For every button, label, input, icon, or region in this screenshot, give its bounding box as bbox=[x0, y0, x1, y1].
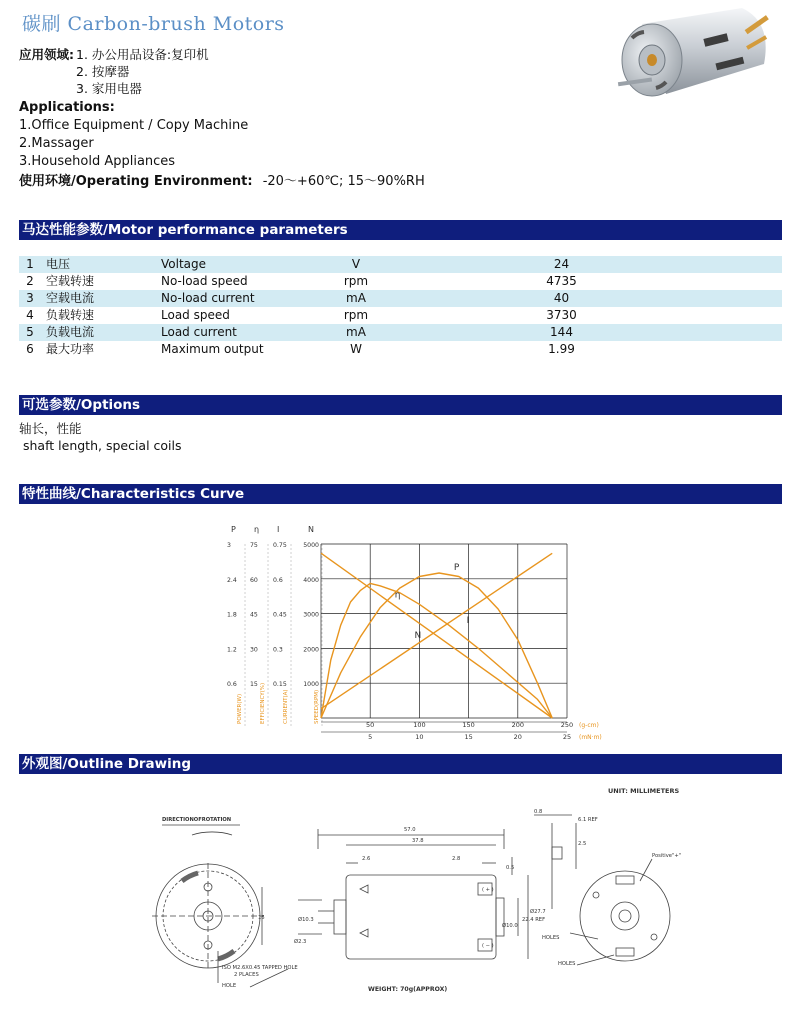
param-en: No-load current bbox=[161, 290, 311, 307]
dim-t3: 2.5 bbox=[578, 841, 587, 847]
axis-unit-label: EFFICIENCY(%) bbox=[260, 682, 266, 724]
param-no: 1 bbox=[19, 256, 41, 273]
tapped-hole-label: ISO M2.6X0.45 TAPPED HOLE bbox=[222, 965, 298, 971]
dim-ref: 22.4 REF bbox=[522, 917, 546, 923]
param-value: 3730 bbox=[546, 308, 577, 322]
axis-tick-label: 15 bbox=[250, 681, 258, 689]
dim-right-step: 2.8 bbox=[452, 856, 461, 862]
section-outline: 外观图/Outline Drawing bbox=[19, 754, 782, 774]
options-en: shaft length, special coils bbox=[23, 438, 182, 453]
axis-tick-label: 0.75 bbox=[273, 542, 287, 549]
param-unit: W bbox=[350, 342, 362, 356]
x-tick-label: 250 bbox=[560, 721, 574, 729]
axis-tick-label: 0.15 bbox=[273, 681, 287, 689]
param-en: Maximum output bbox=[161, 342, 264, 356]
param-no: 4 bbox=[26, 308, 34, 322]
axis-header: P bbox=[231, 525, 236, 534]
axis-header: I bbox=[277, 525, 280, 534]
param-unit: rpm bbox=[343, 274, 369, 288]
axis-tick-label: 2.4 bbox=[227, 576, 237, 584]
dim-length: 57.0 bbox=[404, 827, 416, 833]
tapped-hole-places: 2 PLACES bbox=[234, 972, 259, 978]
axis-tick-label: 0.6 bbox=[227, 681, 237, 689]
env-value: -20～+60℃; 15～90%RH bbox=[262, 174, 425, 189]
param-no: 3 bbox=[19, 290, 41, 307]
param-cn: 负载转速 bbox=[46, 308, 95, 322]
x-tick-label: 150 bbox=[462, 721, 475, 729]
options-cn: 轴长，性能 bbox=[19, 421, 82, 436]
applications-en-label: Applications: bbox=[19, 100, 115, 115]
param-unit: rpm bbox=[343, 308, 369, 322]
applications-cn-label: 应用领域: bbox=[19, 47, 74, 62]
param-value: 1.99 bbox=[548, 342, 575, 356]
applications-cn bbox=[19, 46, 425, 97]
axis-tick-label: 1.2 bbox=[227, 646, 237, 654]
motor-photo bbox=[604, 2, 782, 114]
operating-environment bbox=[19, 173, 425, 190]
section-curve: 特性曲线/Characteristics Curve bbox=[19, 484, 782, 504]
rotation-label: DIRECTIONOFROTATION bbox=[162, 817, 232, 823]
param-en: Load current bbox=[161, 324, 311, 341]
axis-unit-label: POWER(W) bbox=[237, 693, 243, 724]
x-tick-label: 5 bbox=[368, 733, 373, 741]
param-value: 4735 bbox=[546, 274, 577, 288]
param-cn: 空载电流 bbox=[41, 290, 161, 307]
series-label: N bbox=[414, 630, 422, 641]
plus-label: ( + ) bbox=[482, 887, 494, 893]
dim-terminal: 0.5 bbox=[506, 865, 515, 871]
param-row bbox=[19, 256, 782, 273]
param-row bbox=[19, 307, 782, 324]
x-axis-label: (mN·m) bbox=[579, 734, 602, 741]
axis-tick-label: 75 bbox=[250, 542, 258, 549]
axis-tick-label: 0.45 bbox=[273, 611, 287, 619]
applications-cn-item: 1. 办公用品设备:复印机 bbox=[76, 47, 209, 62]
axis-tick-label: 60 bbox=[250, 576, 258, 584]
dim-boss: Ø2.3 bbox=[294, 939, 307, 945]
applications-en-item: 2.Massager bbox=[19, 136, 94, 151]
axis-header: N bbox=[308, 525, 314, 534]
dim-flange: Ø10.0 bbox=[502, 923, 518, 929]
weight-label: WEIGHT: 70g(APPROX) bbox=[368, 986, 448, 993]
x-tick-label: 200 bbox=[511, 721, 525, 729]
applications-cn-item: 2. 按摩器 bbox=[76, 64, 130, 79]
param-row bbox=[19, 341, 782, 358]
applications-cn-items bbox=[74, 46, 209, 97]
performance-table bbox=[19, 256, 782, 358]
param-no: 2 bbox=[26, 274, 34, 288]
axis-tick-label: 2000 bbox=[303, 646, 319, 654]
axis-tick-label: 0.6 bbox=[273, 576, 283, 584]
axis-tick-label: 45 bbox=[250, 611, 258, 619]
series-label: η bbox=[394, 590, 401, 601]
unit-label: UNIT: MILLIMETERS bbox=[608, 787, 680, 795]
axis-header: η bbox=[254, 525, 260, 534]
minus-label: ( − ) bbox=[482, 943, 494, 949]
hole-label: HOLE bbox=[222, 983, 237, 989]
param-value: 24 bbox=[401, 256, 782, 273]
applications-en-item: 1.Office Equipment / Copy Machine bbox=[19, 118, 249, 133]
param-cn: 负载电流 bbox=[41, 324, 161, 341]
param-row bbox=[19, 290, 782, 307]
param-en: No-load speed bbox=[161, 274, 248, 288]
holes-label-left: HOLES bbox=[542, 935, 560, 941]
applications-en bbox=[19, 99, 425, 171]
axis-tick-label: 1000 bbox=[303, 681, 319, 689]
param-row bbox=[19, 324, 782, 341]
x-tick-label: 100 bbox=[413, 721, 426, 729]
x-tick-label: 50 bbox=[366, 721, 375, 729]
param-row bbox=[19, 273, 782, 290]
axis-tick-label: 3 bbox=[227, 542, 231, 549]
axis-tick-label: 0.3 bbox=[273, 646, 283, 654]
dim-t2: 6.1 REF bbox=[578, 817, 598, 823]
dim-shaft: Ø10.3 bbox=[298, 917, 314, 923]
axis-tick-label: 1.8 bbox=[227, 611, 237, 619]
axis-tick-label: 4000 bbox=[303, 576, 319, 584]
param-no: 6 bbox=[26, 342, 34, 356]
dim-hole-pitch: 16 bbox=[258, 915, 265, 921]
param-value: 40 bbox=[401, 290, 782, 307]
x-axis-label: (g-cm) bbox=[579, 722, 599, 729]
param-cn: 最大功率 bbox=[46, 342, 95, 356]
series-label: P bbox=[453, 563, 460, 574]
param-cn: 空载转速 bbox=[46, 274, 95, 288]
x-tick-label: 15 bbox=[464, 733, 473, 741]
param-unit: mA bbox=[311, 290, 401, 307]
axis-tick-label: 5000 bbox=[303, 542, 319, 549]
dim-t1: 0.8 bbox=[534, 809, 543, 815]
positive-label: Positive"+" bbox=[652, 853, 682, 859]
axis-tick-label: 3000 bbox=[303, 611, 319, 619]
page-title: 碳刷 Carbon-brush Motors bbox=[22, 13, 285, 35]
param-no: 5 bbox=[19, 324, 41, 341]
param-unit: mA bbox=[311, 324, 401, 341]
param-cn: 电压 bbox=[41, 256, 161, 273]
intro-block bbox=[19, 46, 425, 190]
applications-en-item: 3.Household Appliances bbox=[19, 154, 176, 169]
x-tick-label: 10 bbox=[415, 733, 424, 741]
section-performance: 马达性能参数/Motor performance parameters bbox=[19, 220, 782, 240]
section-options: 可选参数/Options bbox=[19, 395, 782, 415]
axis-unit-label: SPEED(RPM) bbox=[314, 689, 320, 724]
param-en: Load speed bbox=[161, 308, 230, 322]
env-label: 使用环境/Operating Environment: bbox=[19, 174, 253, 189]
dim-left-step: 2.6 bbox=[362, 856, 371, 862]
holes-label-bottom: HOLES bbox=[558, 961, 576, 967]
applications-cn-item: 3. 家用电器 bbox=[76, 81, 142, 96]
axis-tick-label: 30 bbox=[250, 646, 258, 654]
dim-body: 37.8 bbox=[412, 838, 424, 844]
dim-body-dia: Ø27.7 bbox=[530, 909, 546, 915]
axis-unit-label: CURRENT(A) bbox=[283, 689, 289, 724]
characteristics-chart bbox=[225, 522, 613, 752]
param-en: Voltage bbox=[161, 256, 311, 273]
outline-drawing bbox=[122, 783, 696, 1005]
param-value: 144 bbox=[401, 324, 782, 341]
x-tick-label: 25 bbox=[562, 733, 572, 741]
x-tick-label: 20 bbox=[513, 733, 522, 741]
series-label: I bbox=[466, 615, 470, 626]
param-unit: V bbox=[311, 256, 401, 273]
